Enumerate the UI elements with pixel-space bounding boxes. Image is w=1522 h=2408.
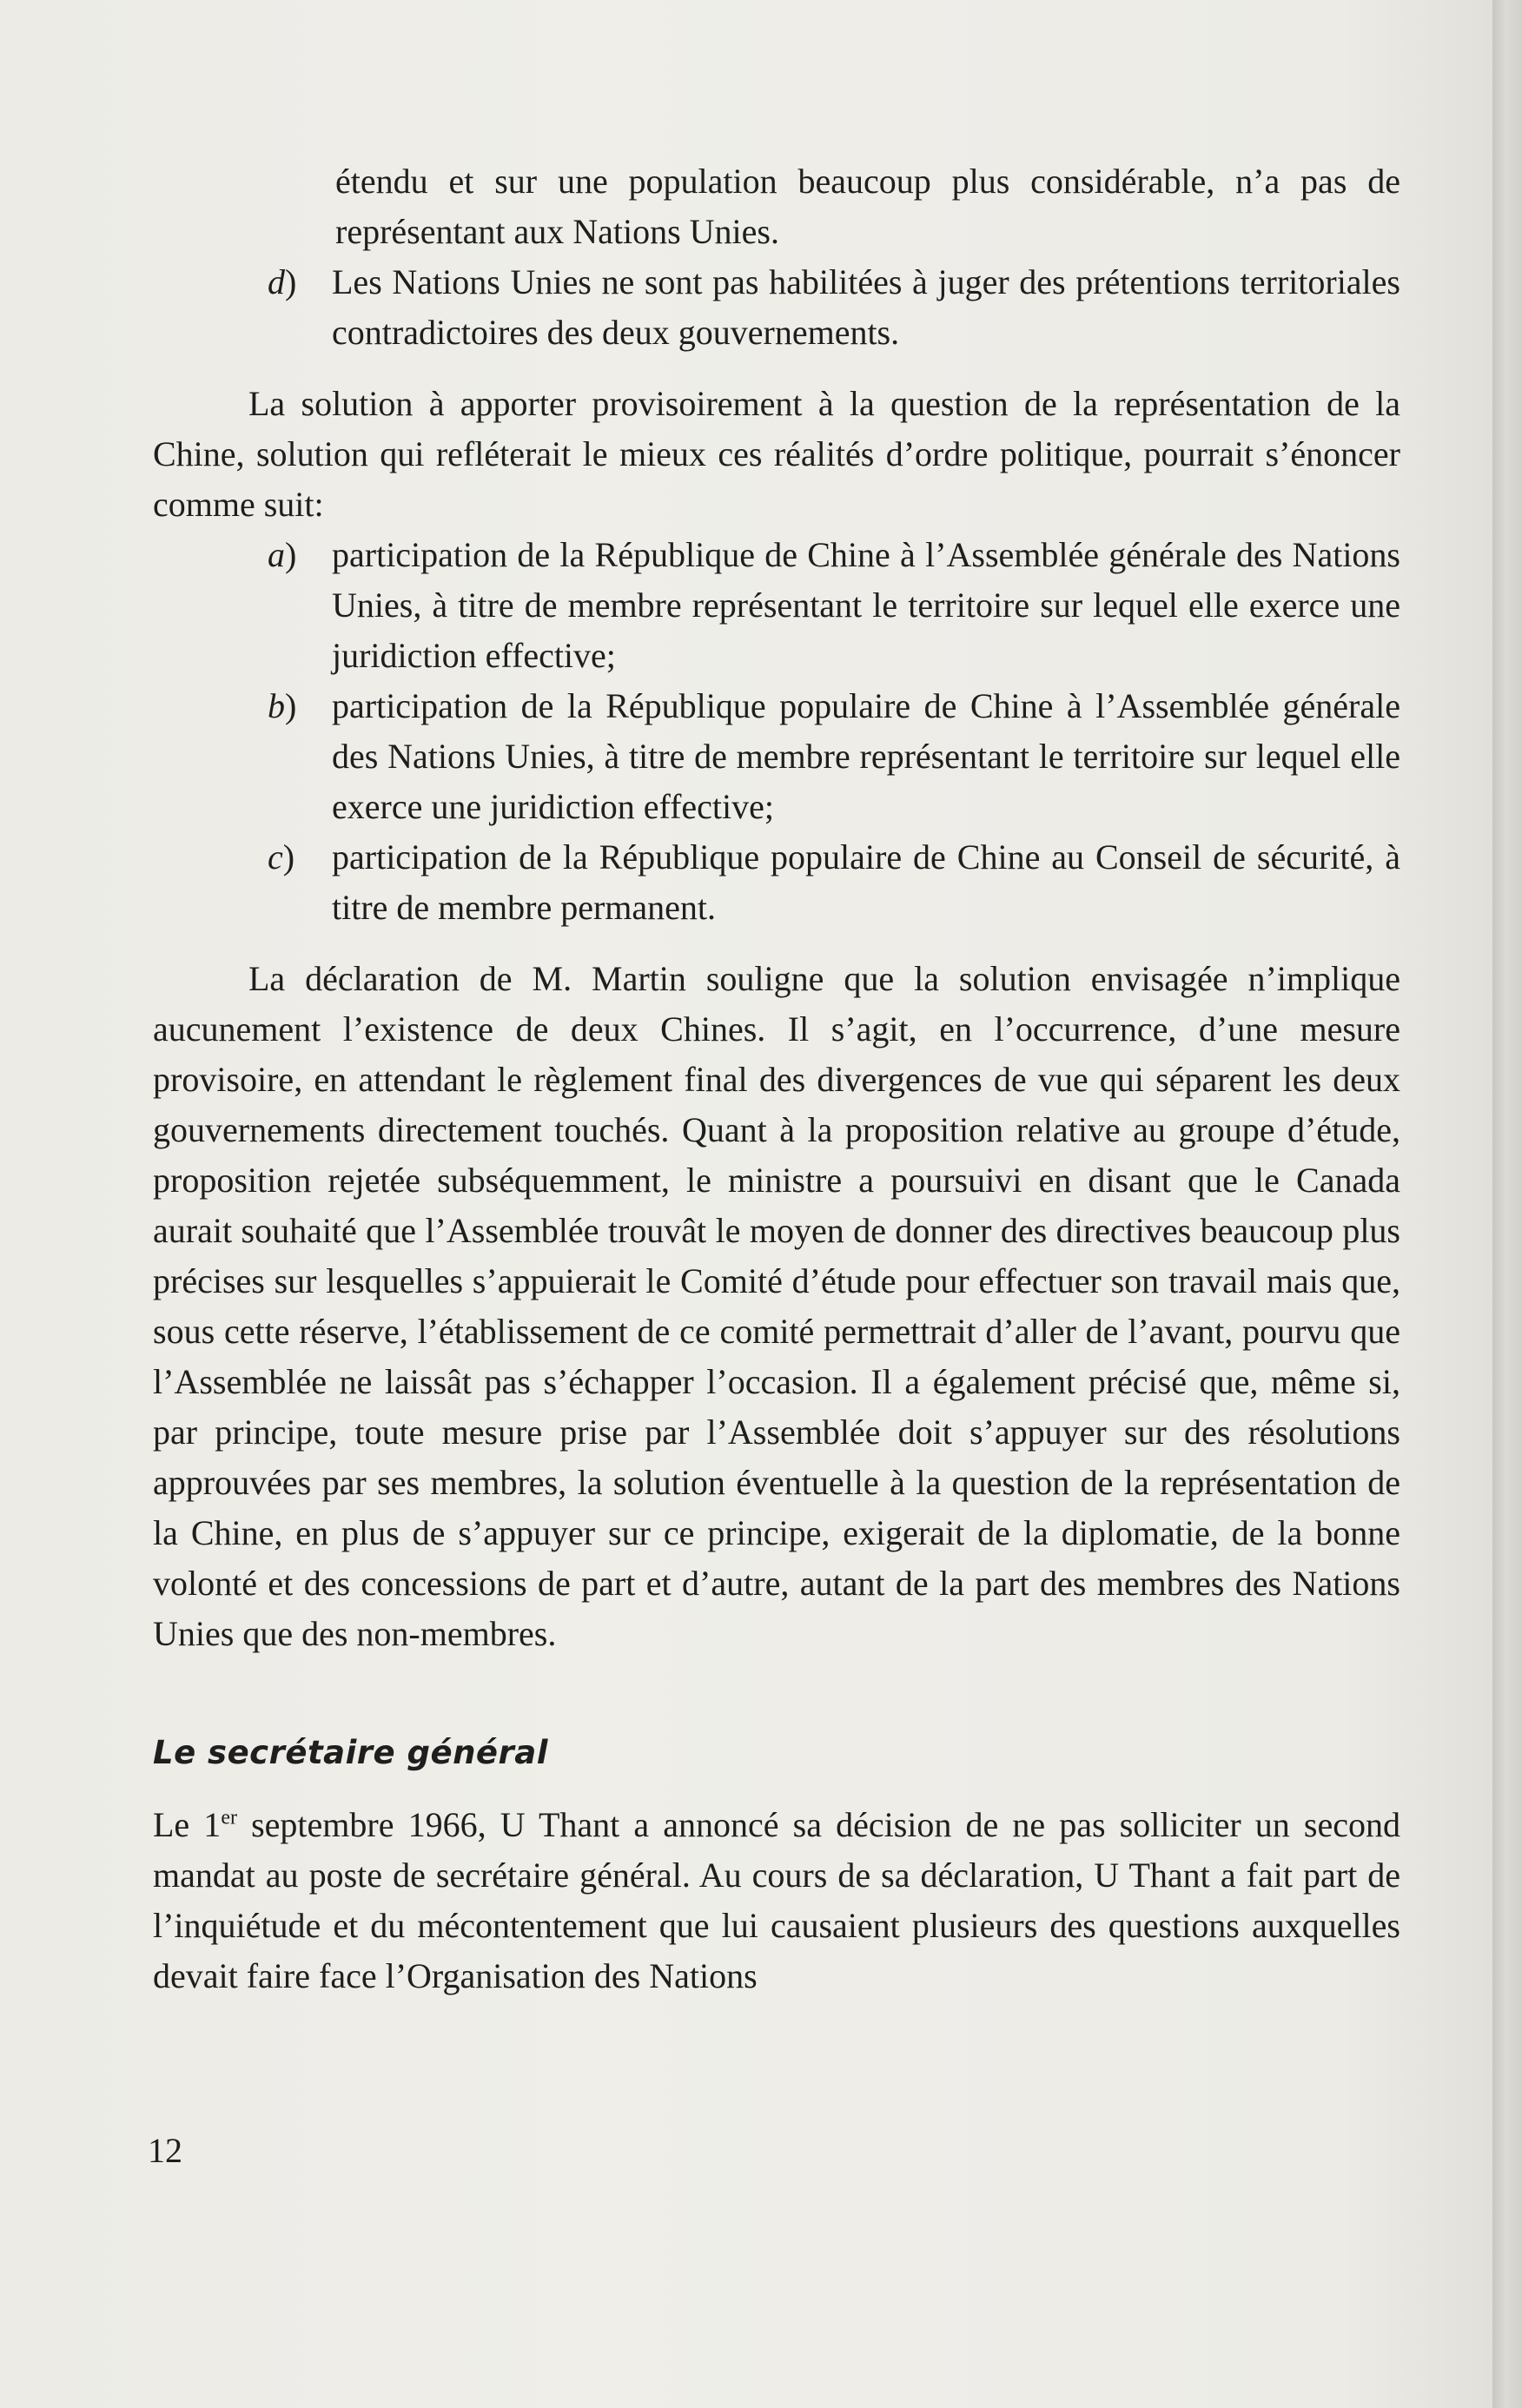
section-heading: Le secrétaire général [153, 1734, 548, 1771]
item-text: participation de la République de Chine à l’Assemblée générale des Nations Unies, à titre de membre représentant le territoire sur lequel elle exerce une juridiction effective; [332, 535, 1400, 675]
paragraph-solution: La solution à apporter provisoirement à la question de la représentation de la Chine, solution qui refléterait le mieux ces réalités d’ordre politique, pourrait s’énoncer comme suit: [153, 384, 1400, 524]
ordinal-superscript: er [221, 1806, 237, 1829]
list-item-d [153, 257, 1400, 358]
list-item-c [153, 832, 1400, 933]
paragraph-secretary-general [153, 1800, 1400, 2001]
date-lead: Le 1 [153, 1805, 222, 1844]
paragraph-declaration: La déclaration de M. Martin souligne que la solution envisagée n’implique aucunement l’existence de deux Chines. Il s’agit, en l’occurrence, d’une mesure provisoire, en attendant le règlement final des divergences de vue qui séparent les deux gouvernements directement touchés. Quant à la proposition relative au groupe d’étude, proposition rejetée subséquemment, le ministre a poursuivi en disant que le Canada aurait souhaité que l’Assemblée trouvât le moyen de donner des directives beaucoup plus précises sur lesquelles s’appuierait le Comité d’étude pour effectuer son travail mais que, sous cette réserve, l’établissement de ce comité permettrait d’aller de l’avant, pourvu que l’Assemblée ne laissât pas s’échapper l’occasion. Il a également précisé que, même si, par principe, toute mesure prise par l’Assemblée doit s’appuyer sur des résolutions approuvées par ses membres, la solution éventuelle à la question de la représentation de la Chine, en plus de s’appuyer sur ce principe, exigerait de la diplomatie, de la bonne volonté et des concessions de part et d’autre, autant de la part des membres des Nations Unies que des non-membres. [153, 959, 1400, 1653]
list-item-b [153, 681, 1400, 832]
item-marker: c) [268, 837, 295, 877]
item-text: Les Nations Unies ne sont pas habilitées à juger des prétentions territoriales contradictoires des deux gouvernements. [332, 262, 1400, 352]
item-marker: b) [268, 686, 297, 725]
paragraph-body: septembre 1966, U Thant a annoncé sa décision de ne pas solliciter un second mandat au poste de secrétaire général. Au cours de sa déclaration, U Thant a fait part de l’inquiétude et du mécontentement que lui causaient plusieurs des questions auxquelles devait faire face l’Organisation des Nations [153, 1805, 1401, 1995]
list-item-a [153, 530, 1400, 681]
item-text: participation de la République populaire de Chine au Conseil de sécurité, à titre de membre permanent. [332, 837, 1400, 927]
page-edge [1492, 0, 1522, 2408]
item-text: participation de la République populaire de Chine à l’Assemblée générale des Nations Unies, à titre de membre représentant le territoire sur lequel elle exerce une juridiction effective; [332, 686, 1400, 826]
item-marker: d) [268, 262, 297, 301]
page-content [153, 156, 1400, 2001]
item-marker: a) [268, 535, 297, 574]
continued-text: étendu et sur une population beaucoup plus considérable, n’a pas de représentant aux Nations Unies. [335, 162, 1400, 251]
page-number: 12 [148, 2131, 182, 2170]
